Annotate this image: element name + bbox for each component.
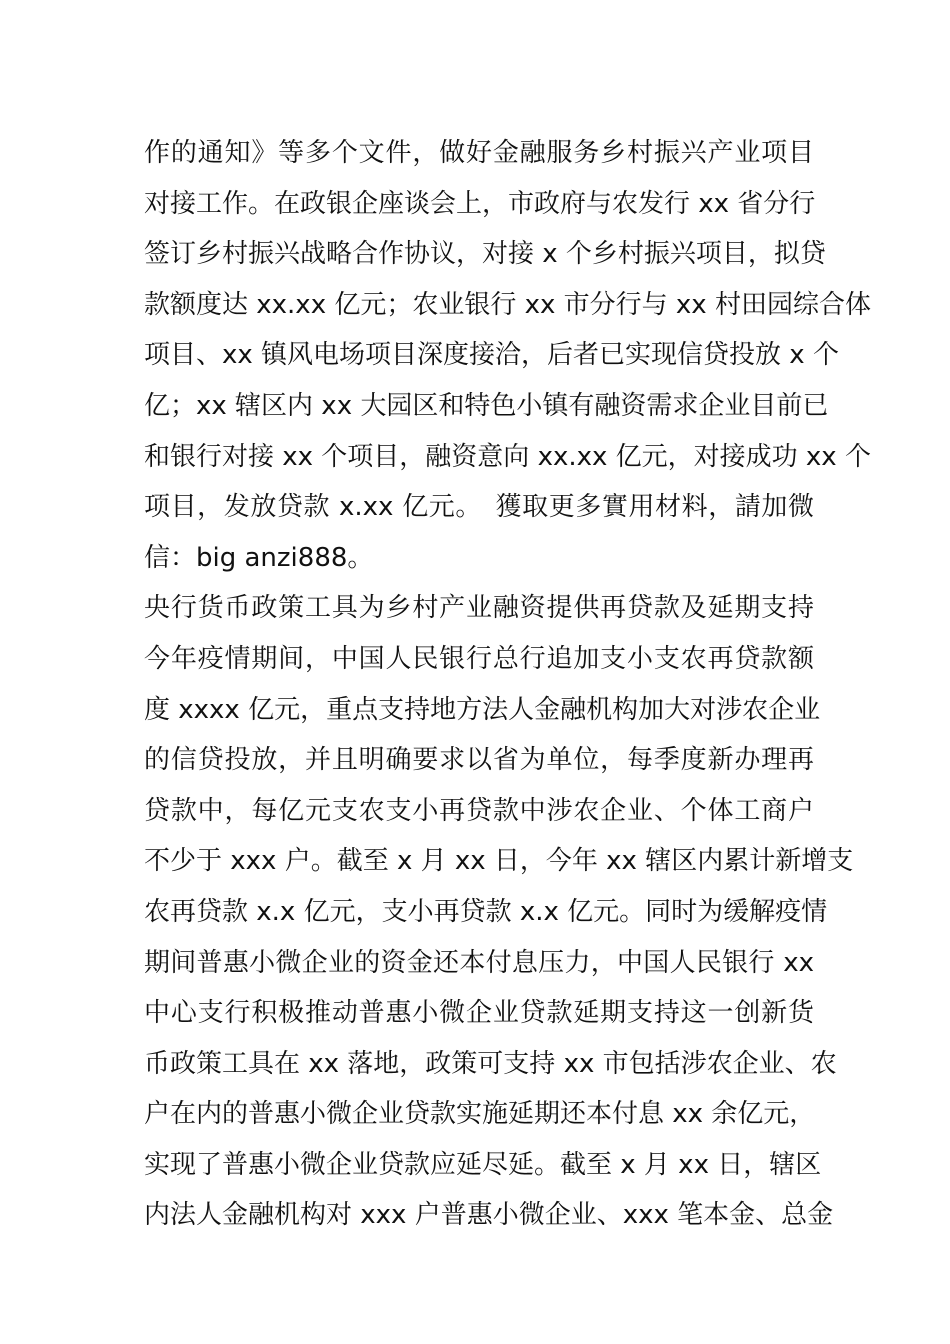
text-line: 实现了普惠小微企业贷款应延尽延。截至 x 月 xx 日，辖区 [144,1149,822,1180]
text-line: 度 xxxx 亿元，重点支持地方法人金融机构加大对涉农企业 [144,694,821,725]
text-line: 户在内的普惠小微企业贷款实施延期还本付息 xx 余亿元， [144,1099,816,1130]
paragraph-heading-line: 央行货币政策工具为乡村产业融资提供再贷款及延期支持 [144,593,814,624]
text-line: 的信贷投放，并且明确要求以省为单位，每季度新办理再 [144,745,814,776]
text-line: 币政策工具在 xx 落地，政策可支持 xx 市包括涉农企业、农 [144,1048,837,1079]
text-line: 信：big anzi888。 [144,542,374,573]
text-line: 贷款中，每亿元支农支小再贷款中涉农企业、个体工商户 [144,795,814,826]
text-line: 农再贷款 x.x 亿元，支小再贷款 x.x 亿元。同时为缓解疫情 [144,896,828,927]
text-line: 今年疫情期间，中国人民银行总行追加支小支农再贷款额 [144,643,814,674]
text-line: 不少于 xxx 户。截至 x 月 xx 日，今年 xx 辖区内累计新增支 [144,846,854,877]
text-line: 期间普惠小微企业的资金还本付息压力，中国人民银行 xx [144,947,814,978]
text-line: 款额度达 xx.xx 亿元；农业银行 xx 市分行与 xx 村田园综合体 [144,289,871,320]
text-line: 作的通知》等多个文件，做好金融服务乡村振兴产业项目 [144,138,814,168]
text-line: 项目，发放贷款 x.xx 亿元。 獲取更多實用材料，請加微 [144,492,814,523]
text-line: 项目、xx 镇风电场项目深度接洽，后者已实现信贷投放 x 个 [144,340,839,371]
document-body [144,128,871,1241]
text-line: 中心支行积极推动普惠小微企业贷款延期支持这一创新货 [144,998,814,1029]
text-line: 内法人金融机构对 xxx 户普惠小微企业、xxx 笔本金、总金 [144,1200,834,1231]
text-line: 亿；xx 辖区内 xx 大园区和特色小镇有融资需求企业目前已 [144,390,829,421]
paragraph-1 [144,128,871,583]
text-line: 和银行对接 xx 个项目，融资意向 xx.xx 亿元，对接成功 xx 个 [144,441,871,472]
paragraph-2 [144,583,854,1241]
text-line: 对接工作。在政银企座谈会上，市政府与农发行 xx 省分行 [144,188,816,219]
text-line: 签订乡村振兴战略合作协议，对接 x 个乡村振兴项目，拟贷 [144,239,826,270]
